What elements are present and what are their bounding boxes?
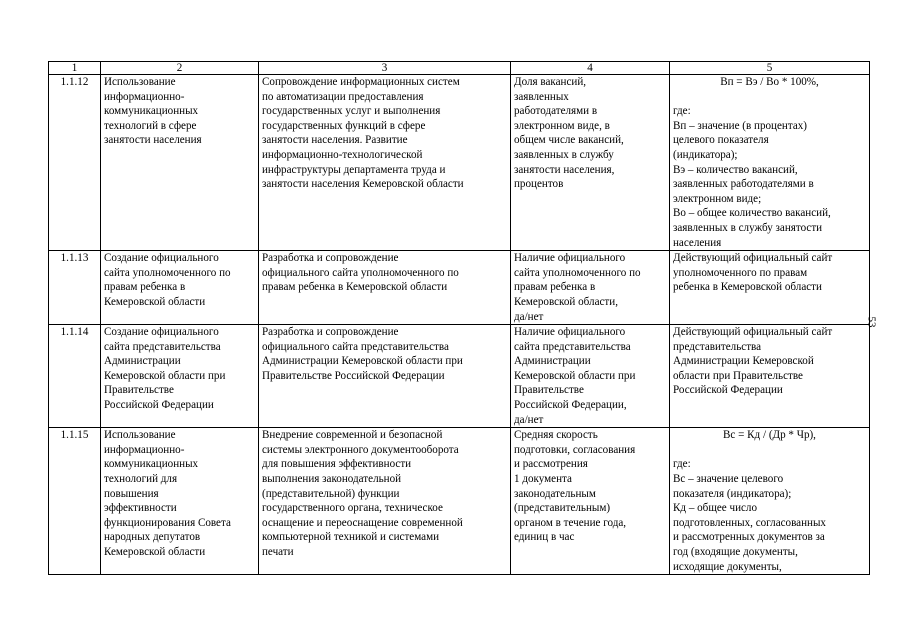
event-description-line: государственных услуг и выполнения [262, 105, 441, 118]
item-number: 1.1.14 [49, 325, 101, 428]
indicator-name [511, 428, 670, 575]
indicator-name-line: занятости населения, [514, 163, 615, 176]
calculation-method-line: Вс – значение целевого [673, 473, 784, 486]
indicator-name-line: единиц в час [514, 531, 575, 544]
event-description-line: (представительной) функции [262, 487, 400, 500]
event-name [101, 325, 259, 428]
event-name-line: Использование [104, 429, 176, 442]
calculation-method-line: (индикатора); [673, 148, 738, 161]
event-description [259, 325, 511, 428]
event-name [101, 428, 259, 575]
event-name-line: правам ребенка в [104, 281, 186, 294]
table-row [49, 325, 870, 428]
indicator-name-line: законодательным [514, 487, 596, 500]
event-description-line: государственных функций в сфере [262, 119, 426, 132]
event-name-line: коммуникационных [104, 458, 199, 471]
event-name-line: коммуникационных [104, 105, 199, 118]
column-header: 3 [259, 62, 511, 75]
calculation-method-line: Вэ – количество вакансий, [673, 163, 798, 176]
item-number: 1.1.15 [49, 428, 101, 575]
table-row [49, 251, 870, 325]
table-row [49, 75, 870, 251]
calculation-method-line: Российской Федерации [673, 384, 783, 397]
event-name-line: Администрации [104, 355, 181, 368]
event-name-line: повышения [104, 487, 159, 500]
indicator-name-line: Средняя скорость [514, 429, 598, 442]
indicator-name-line: 1 документа [514, 473, 572, 486]
calculation-method-line: и рассмотренных документов за [673, 531, 825, 544]
calculation-method-line: подготовленных, согласованных [673, 516, 826, 529]
event-name-line: Создание официального [104, 326, 219, 339]
calculation-method-line: исходящие документы, [673, 560, 782, 573]
event-description-line: официального сайта представительства [262, 340, 449, 353]
calculation-method-line: области при Правительстве [673, 369, 803, 382]
event-description-line: для повышения эффективности [262, 458, 412, 471]
indicator-name-line: органом в течение года, [514, 516, 627, 529]
event-description-line: Внедрение современной и безопасной [262, 429, 443, 442]
event-name-line: сайта представительства [104, 340, 221, 353]
indicator-name-line: общем числе вакансий, [514, 134, 624, 147]
event-description-line: компьютерной техникой и системами [262, 531, 440, 544]
indicator-name-line: Кемеровской области, [514, 295, 618, 308]
column-header: 5 [670, 62, 870, 75]
column-header: 2 [101, 62, 259, 75]
formula-expression: Вп = Вэ / Во * 100%, [720, 76, 819, 88]
calculation-method-line: заявленных в службу занятости [673, 221, 823, 234]
event-description-line: Правительстве Российской Федерации [262, 369, 445, 382]
formula-expression: Вс = Кд / (Др * Чр), [723, 429, 816, 442]
indicator-name-line: (представительным) [514, 502, 611, 515]
indicator-name-line: электронном виде, в [514, 119, 610, 132]
event-name-line: сайта уполномоченного по [104, 266, 231, 279]
calculation-method [670, 251, 870, 325]
indicator-name-line: правам ребенка в [514, 281, 596, 294]
calculation-method-line: год (входящие документы, [673, 546, 798, 558]
indicator-name-line: Администрации [514, 355, 591, 368]
column-header: 1 [49, 62, 101, 75]
event-name-line: народных депутатов [104, 531, 201, 544]
event-description-line: выполнения законодательной [262, 473, 402, 486]
event-description-line: Разработка и сопровождение [262, 326, 399, 339]
indicator-name-line: процентов [514, 178, 564, 191]
event-name-line: занятости населения [104, 134, 202, 147]
calculation-method-line: где: [673, 458, 691, 471]
calculation-method-line: Во – общее количество вакансий, [673, 207, 831, 220]
event-name-line: Российской Федерации [104, 399, 214, 412]
calculation-method-line: Администрации Кемеровской [673, 355, 814, 368]
event-description-line: информационно-технологической [262, 148, 423, 161]
event-description-line: по автоматизации предоставления [262, 90, 424, 103]
calculation-method-line: заявленных работодателями в [673, 178, 814, 191]
event-description-line: системы электронного документооборота [262, 443, 459, 456]
event-name-line: технологий в сфере [104, 119, 197, 132]
calculation-method-line: Действующий официальный сайт [673, 252, 833, 265]
calculation-method-line: Вп – значение (в процентах) [673, 119, 807, 132]
event-name-line: Создание официального [104, 252, 219, 265]
event-description-line: официального сайта уполномоченного по [262, 266, 459, 279]
indicator-name-line: работодателями в [514, 105, 598, 118]
calculation-method-line: Кд – общее число [673, 502, 758, 515]
calculation-method-line: целевого показателя [673, 134, 769, 147]
event-description-line: Сопровождение информационных систем [262, 76, 460, 88]
table-row [49, 428, 870, 575]
indicator-name-line: и рассмотрения [514, 458, 588, 471]
event-name [101, 75, 259, 251]
indicator-name-line: подготовки, согласования [514, 443, 636, 456]
event-name-line: Использование [104, 76, 176, 88]
event-name-line: функционирования Совета [104, 516, 231, 529]
calculation-method-line: населения [673, 236, 722, 249]
indicator-name-line: заявленных [514, 90, 569, 103]
item-number: 1.1.13 [49, 251, 101, 325]
event-description-line: печати [262, 546, 294, 558]
calculation-method [670, 75, 870, 251]
column-header: 4 [511, 62, 670, 75]
event-description-line: Разработка и сопровождение [262, 252, 399, 265]
indicator-name-line: сайта уполномоченного по [514, 266, 641, 279]
calculation-method-line: уполномоченного по правам [673, 266, 808, 279]
event-description-line: правам ребенка в Кемеровской области [262, 281, 448, 294]
item-number: 1.1.12 [49, 75, 101, 251]
header-row [49, 62, 870, 75]
calculation-method [670, 325, 870, 428]
event-name-line: эффективности [104, 502, 177, 515]
event-description [259, 428, 511, 575]
calculation-method-line: ребенка в Кемеровской области [673, 281, 822, 294]
calculation-method-line [673, 443, 866, 458]
event-description-line: Администрации Кемеровской области при [262, 355, 463, 368]
indicator-name-line: Наличие официального [514, 326, 626, 339]
event-name-line: Правительстве [104, 384, 174, 397]
indicator-name [511, 251, 670, 325]
event-description-line: государственного органа, техническое [262, 502, 443, 515]
indicator-name-line: Наличие официального [514, 252, 626, 265]
calculation-method-line [673, 90, 866, 105]
event-description-line: инфраструктуры департамента труда и [262, 163, 446, 176]
event-name-line: информационно- [104, 443, 185, 456]
event-description-line: оснащение и переоснащение современной [262, 516, 463, 529]
program-table [48, 61, 870, 575]
indicator-name [511, 75, 670, 251]
indicator-name-line: Правительстве [514, 384, 584, 397]
calculation-method-line: показателя (индикатора); [673, 487, 792, 500]
indicator-name-line: да/нет [514, 310, 544, 323]
event-description [259, 251, 511, 325]
event-name-line: Кемеровской области при [104, 369, 226, 382]
calculation-method-line: электронном виде; [673, 192, 762, 205]
indicator-name-line: Российской Федерации, [514, 399, 627, 412]
indicator-name-line: да/нет [514, 413, 544, 426]
indicator-name-line: заявленных в службу [514, 148, 614, 161]
event-description-line: занятости населения. Развитие [262, 134, 408, 147]
event-description-line: занятости населения Кемеровской области [262, 178, 464, 191]
event-name-line: Кемеровской области [104, 546, 206, 558]
calculation-method-line: представительства [673, 340, 762, 353]
page-number: 53 [865, 316, 878, 328]
event-name-line: технологий для [104, 473, 178, 486]
calculation-method-line: где: [673, 105, 691, 118]
indicator-name-line: сайта представительства [514, 340, 631, 353]
event-name-line: Кемеровской области [104, 295, 206, 308]
indicator-name [511, 325, 670, 428]
event-description [259, 75, 511, 251]
calculation-method-line: Действующий официальный сайт [673, 326, 833, 339]
indicator-name-line: Кемеровской области при [514, 369, 636, 382]
calculation-method [670, 428, 870, 575]
event-name [101, 251, 259, 325]
event-name-line: информационно- [104, 90, 185, 103]
indicator-name-line: Доля вакансий, [514, 76, 587, 88]
